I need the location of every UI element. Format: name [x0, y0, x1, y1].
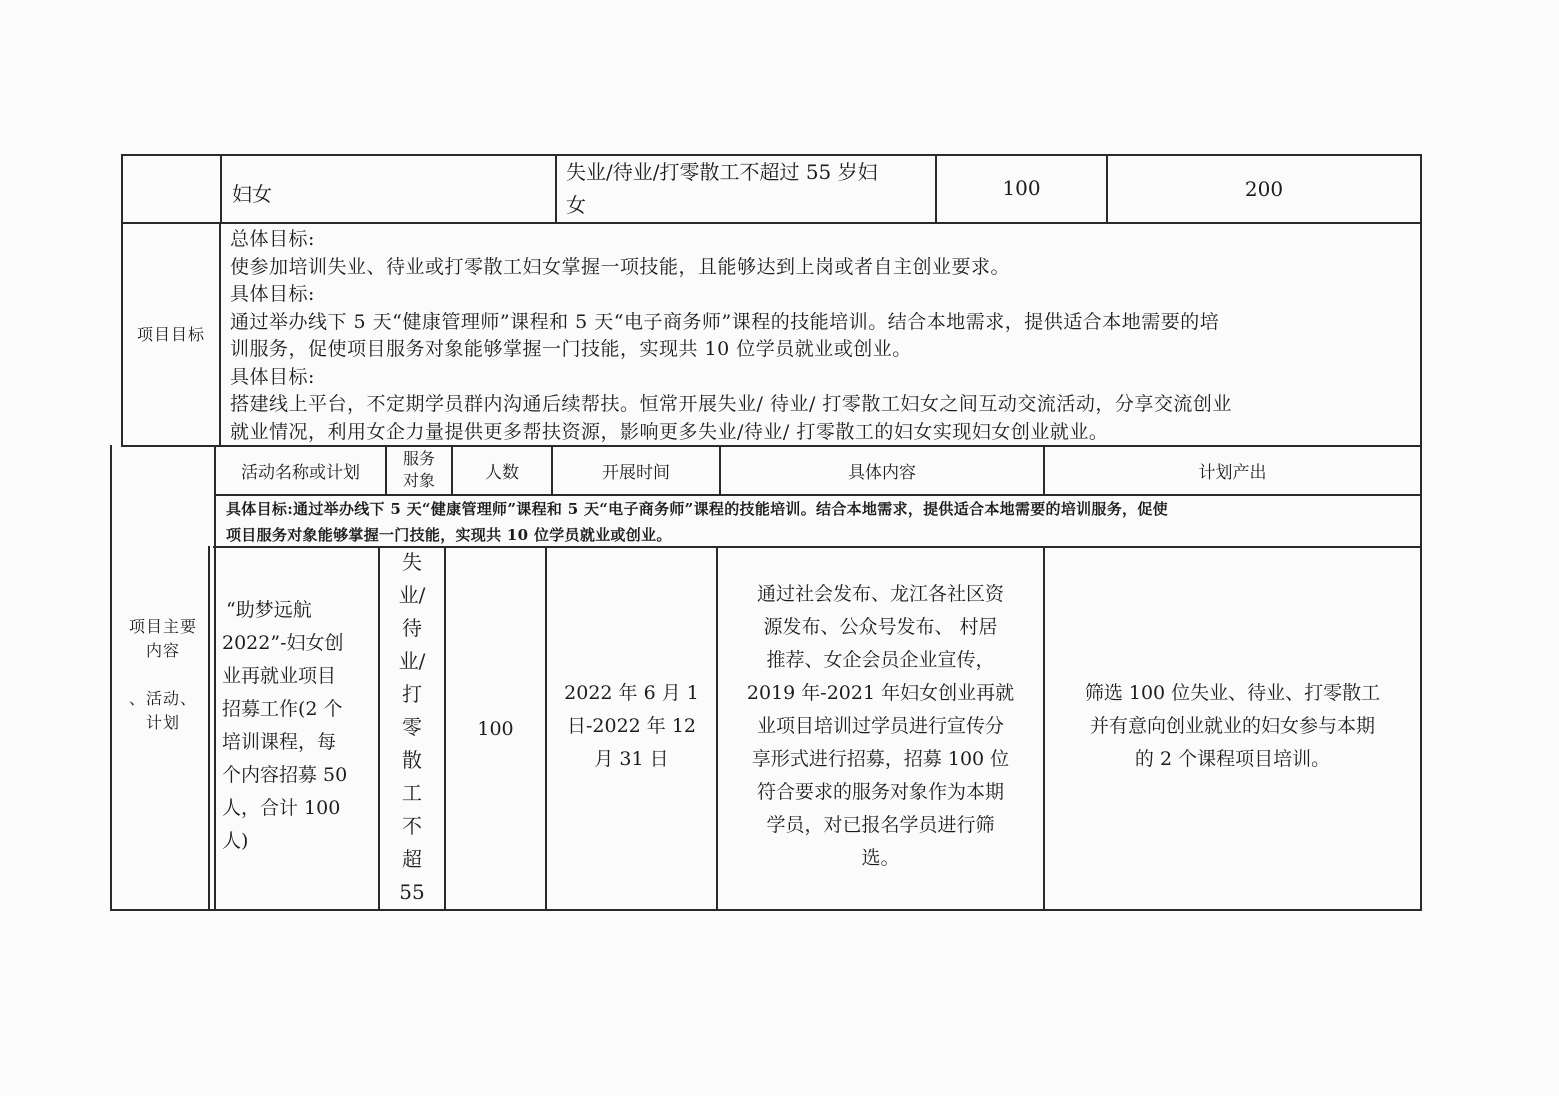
header-content: 具体内容 [848, 463, 916, 483]
activity-content-cell: 通过社会发布、龙江各社区资 源发布、公众号发布、 村居 推荐、女企会员企业宣传， 2019 年-2021 年妇女创业再就 业项目培训过学员进行宣传分 享形式进行招募，招募 100 位 符合要求的服务对象作为本期 学员，对已报名学员进行筛 选。 [746, 583, 1015, 869]
goals-label: 项目目标 [136, 324, 205, 344]
target-cell: 失 业/ 待 业/ 打 零 散 工 不 超 55 [398, 550, 426, 904]
table-border [219, 222, 221, 446]
activities-label-line [112, 663, 214, 687]
goals-line: 使参加培训失业、待业或打零散工妇女掌握一项技能，且能够达到上岗或者自主创业要求。 [230, 255, 1011, 278]
goals-line: 就业情况，利用女企力量提供更多帮扶资源，影响更多失业/待业/ 打零散工的妇女实现妇女创业就业。 [230, 420, 1109, 443]
table-border [121, 222, 1422, 224]
header-activity-name: 活动名称或计划 [241, 463, 360, 483]
goals-line: 总体目标: [230, 228, 315, 250]
count-cell [937, 156, 1106, 222]
table-border [110, 909, 1422, 911]
goals-line: 具体目标: [230, 365, 315, 388]
goals-line: 训服务，促使项目服务对象能够掌握一门技能，实现共 10 位学员就业或创业。 [230, 338, 912, 360]
sub-goal-text: 具体目标:通过举办线下 5 天“健康管理师”课程和 5 天“电子商务师”课程的技能培训。结合本地需求，提供适合本地需要的培训服务，促使 项目服务对象能够掌握一门技能，实现共 10 位学员就业或创业。 [226, 500, 1168, 544]
header-output: 计划产出 [1198, 463, 1267, 483]
activity-output-cell: 筛选 100 位失业、待业、打零散工 并有意向创业就业的妇女参与本期 的 2 个课程项目培训。 [1084, 682, 1381, 770]
header-target: 服务 对象 [402, 449, 435, 490]
activity-count-cell: 100 [477, 717, 514, 740]
goals-line: 通过举办线下 5 天“健康管理师”课程和 5 天“电子商务师”课程的技能培训。结合本地需求，提供适合本地需要的培 [230, 310, 1220, 333]
activity-time-cell: 2022 年 6 月 1 日-2022 年 12 月 31 日 [564, 682, 699, 770]
goals-label-cell [123, 224, 219, 445]
goals-line: 具体目标: [230, 283, 315, 305]
beneficiary-desc-line: 失业/待业/打零散工不超过 55 岁妇 [566, 160, 878, 184]
total-cell [1108, 156, 1420, 222]
header-time: 开展时间 [602, 463, 670, 483]
total-value: 200 [1244, 177, 1284, 201]
table-border [214, 445, 216, 910]
activities-label-cell [112, 615, 214, 735]
beneficiary-desc-line: 女 [566, 193, 586, 217]
count-value: 100 [1002, 176, 1041, 200]
goals-line: 搭建线上平台，不定期学员群内沟通后续帮扶。恒常开展失业/ 待业/ 打零散工妇女之间互动交流活动，分享交流创业 [230, 393, 1232, 415]
beneficiary-desc-cell [566, 156, 878, 222]
table-border [1420, 154, 1422, 910]
activities-label-line: 、活动、 [128, 689, 197, 708]
goals-text [230, 226, 1232, 446]
activities-label-line: 项目主要 [128, 617, 197, 636]
header-count: 人数 [485, 463, 519, 483]
activities-label-line: 内容 [145, 641, 180, 660]
beneficiary-type: 妇女 [232, 182, 272, 206]
beneficiary-type-cell [232, 178, 272, 207]
activity-name-cell: “助梦远航 2022”-妇女创 业再就业项目 招募工作(2 个 培训课程，每 个内容招募 50 人，合计 100 人) [222, 599, 348, 852]
activities-label-line: 计划 [145, 713, 180, 732]
table-border [220, 154, 222, 223]
table-border [555, 154, 557, 223]
